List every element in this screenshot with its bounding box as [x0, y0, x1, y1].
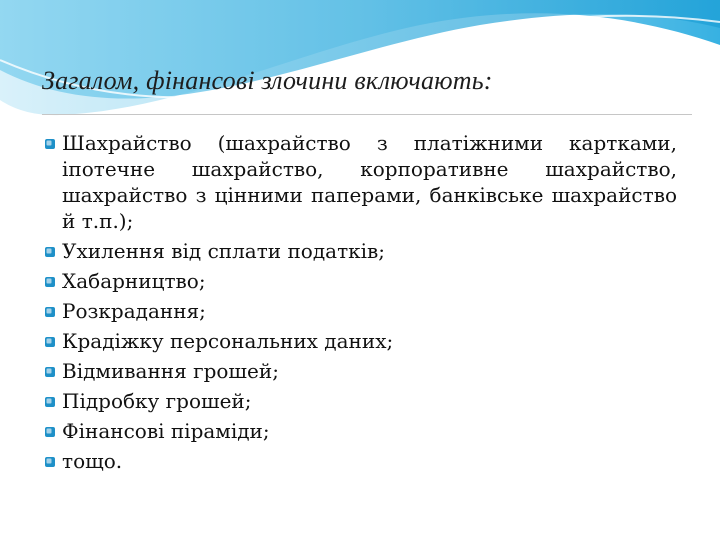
list-item — [42, 388, 677, 414]
square-bullet-icon — [44, 426, 56, 438]
list-item — [42, 130, 677, 234]
list-item-text: Підробку грошей; — [62, 389, 252, 413]
list-item-text: Крадіжку персональних даних; — [62, 329, 394, 353]
list-item-text: Відмивання грошей; — [62, 359, 279, 383]
title-divider — [42, 114, 692, 115]
square-bullet-icon — [44, 306, 56, 318]
square-bullet-icon — [44, 366, 56, 378]
square-bullet-icon — [44, 246, 56, 258]
list-item — [42, 328, 677, 354]
square-bullet-icon — [44, 138, 56, 150]
bullet-list — [42, 130, 677, 478]
square-bullet-icon — [44, 336, 56, 348]
list-item — [42, 238, 677, 264]
square-bullet-icon — [44, 396, 56, 408]
list-item — [42, 448, 677, 474]
square-bullet-icon — [44, 456, 56, 468]
list-item-text: Шахрайство (шахрайство з платіжними картками, іпотечне шахрайство, корпоративне шахрайство, шахрайство з цінними паперами, банківське шахрайство й т.п.); — [62, 131, 677, 233]
list-item — [42, 298, 677, 324]
slide-title: Загалом, фінансові злочини включають: — [42, 66, 493, 95]
list-item — [42, 268, 677, 294]
list-item-text: Ухилення від сплати податків; — [62, 239, 386, 263]
list-item — [42, 358, 677, 384]
list-item — [42, 418, 677, 444]
list-item-text: тощо. — [62, 449, 123, 473]
list-item-text: Фінансові піраміди; — [62, 419, 270, 443]
list-item-text: Розкрадання; — [62, 299, 206, 323]
list-item-text: Хабарництво; — [62, 269, 206, 293]
square-bullet-icon — [44, 276, 56, 288]
